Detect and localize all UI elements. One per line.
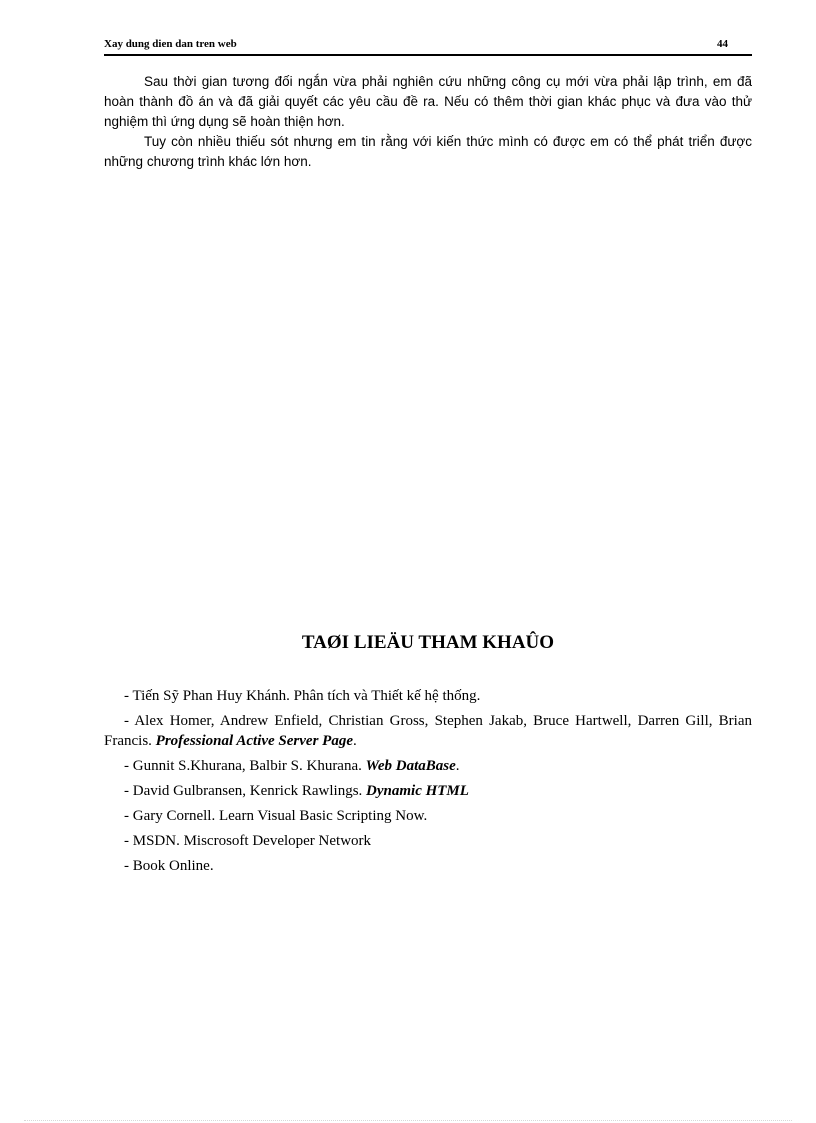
reference-text: - MSDN. Miscrosoft Developer Network — [124, 833, 372, 849]
reference-item — [104, 831, 752, 851]
intro-paragraph: Sau thời gian tương đối ngắn vừa phải nghiên cứu những công cụ mới vừa phải lập trình, em đã hoàn thành đồ án và đã giải quyết các yêu cầu đề ra. Nếu có thêm thời gian khác phục và đưa vào thử nghiệm thì ứng dụng sẽ hoàn thiện hơn. — [104, 74, 752, 129]
references-list — [104, 686, 752, 881]
reference-title: Dynamic HTML — [366, 783, 469, 799]
page-bottom-divider — [24, 1120, 792, 1121]
intro-paragraph: Tuy còn nhiều thiếu sót nhưng em tin rằng với kiến thức mình có được em có thể phát triển được những chương trình khác lớn hơn. — [104, 134, 752, 169]
reference-item — [104, 686, 752, 706]
document-title: Xay dung dien dan tren web — [104, 38, 237, 50]
reference-text: - Gary Cornell. Learn Visual Basic Scripting Now. — [124, 808, 428, 824]
reference-item — [104, 711, 752, 751]
reference-item — [104, 781, 752, 801]
page-header — [104, 38, 752, 56]
reference-title: Professional Active Server Page — [155, 733, 353, 749]
reference-text: - David Gulbransen, Kenrick Rawlings. — [124, 783, 367, 799]
reference-text: - Gunnit S.Khurana, Balbir S. Khurana. — [124, 758, 366, 774]
reference-punct: . — [455, 758, 460, 774]
reference-item — [104, 756, 752, 776]
reference-item — [104, 806, 752, 826]
references-heading: TAØI LIEÄU THAM KHAÛO — [301, 632, 555, 653]
reference-title: Web DataBase — [365, 758, 456, 774]
reference-text: - Alex Homer, Andrew Enfield, Christian Gross, Stephen Jakab, Bruce Hartwell, Darren Gill, Brian Francis. — [104, 713, 752, 749]
reference-item — [104, 856, 752, 876]
reference-text: - Book Online. — [124, 858, 214, 874]
page-number: 44 — [717, 38, 728, 50]
reference-punct: . — [353, 733, 357, 749]
intro-section — [104, 72, 752, 172]
reference-text: - Tiến Sỹ Phan Huy Khánh. Phân tích và Thiết kế hệ thống. — [124, 688, 481, 704]
